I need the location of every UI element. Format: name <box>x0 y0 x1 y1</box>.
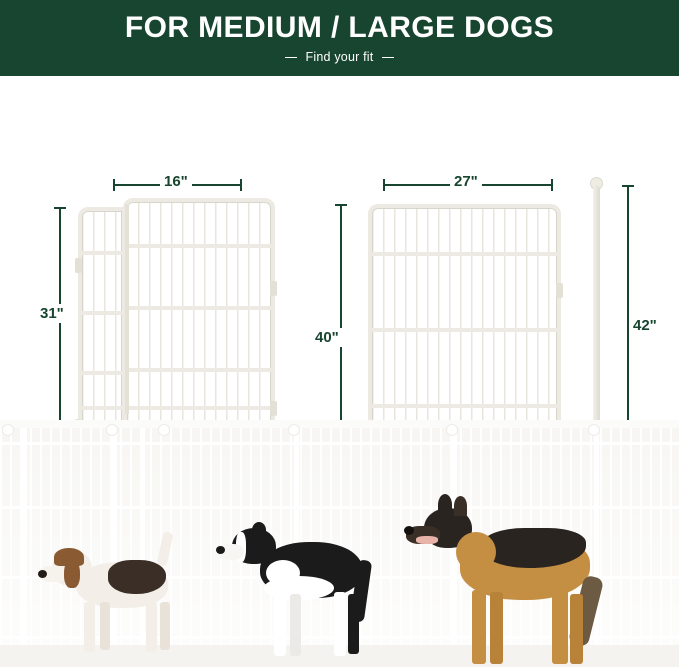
height-label-stake: 42" <box>629 316 661 335</box>
fence-knob-icon <box>106 424 118 436</box>
height-label-left: 31" <box>36 304 68 323</box>
subtitle-row <box>285 50 395 64</box>
width-label-middle: 27" <box>450 172 482 191</box>
dog-leg <box>146 602 157 652</box>
header-banner <box>0 0 679 76</box>
dog-nose <box>38 570 47 578</box>
dog-leg <box>552 590 568 664</box>
panel-rail <box>82 371 122 375</box>
dash-right-icon <box>382 57 394 59</box>
panel-rail <box>127 406 271 410</box>
panel-rail <box>372 404 557 408</box>
dog-ear <box>438 494 452 516</box>
dog-neck <box>456 532 496 572</box>
dash-left-icon <box>285 57 297 59</box>
panel-rail <box>127 244 271 248</box>
dog-ear <box>252 522 266 538</box>
fence-knob-icon <box>158 424 170 436</box>
dog-leg <box>160 602 170 650</box>
dog-leg <box>100 602 110 650</box>
height-label-middle: 40" <box>311 328 343 347</box>
panel-with-door <box>123 198 275 432</box>
fence-knob-icon <box>588 424 600 436</box>
dog-leg <box>274 592 286 656</box>
dog-leg <box>472 590 486 664</box>
panel-rail <box>82 251 122 255</box>
dog-nose <box>404 526 414 535</box>
page-subtitle: Find your fit <box>305 50 374 65</box>
door-frame-left <box>125 204 129 414</box>
panel-rail <box>82 406 122 410</box>
dog-german-shepherd <box>408 498 628 666</box>
panel-rail <box>372 328 557 332</box>
dog-leg <box>334 592 346 656</box>
dog-ear <box>454 496 467 516</box>
dog-leg <box>348 594 359 654</box>
dogs-in-playpen-photo <box>0 420 679 667</box>
dog-leg <box>570 594 583 664</box>
hinge-icon <box>75 258 82 273</box>
hinge-icon <box>270 401 277 416</box>
hinge-icon <box>270 281 277 296</box>
dog-leg <box>84 602 95 652</box>
dog-leg <box>490 592 503 664</box>
panel-left-side <box>78 207 126 432</box>
fence-rail <box>0 442 679 445</box>
fence-post <box>22 428 27 658</box>
panel-rail <box>82 311 122 315</box>
dimensions-diagram <box>0 76 679 426</box>
dog-beagle <box>38 540 198 660</box>
dog-leg <box>290 594 301 656</box>
panel-rail <box>127 306 271 310</box>
dog-saddle <box>108 560 166 594</box>
fence-knob-icon <box>2 424 14 436</box>
page-title: FOR MEDIUM / LARGE DOGS <box>124 10 555 44</box>
dog-border-collie <box>222 520 392 665</box>
dog-nose <box>216 546 225 554</box>
dog-neck-ruff <box>266 560 300 586</box>
hinge-icon <box>556 283 563 298</box>
panel-rail <box>127 368 271 372</box>
width-label-left: 16" <box>160 172 192 191</box>
panel-rail <box>372 252 557 256</box>
dog-head-cap <box>54 548 84 566</box>
fence-knob-icon <box>446 424 458 436</box>
dog-tongue <box>416 536 438 544</box>
fence-knob-icon <box>288 424 300 436</box>
